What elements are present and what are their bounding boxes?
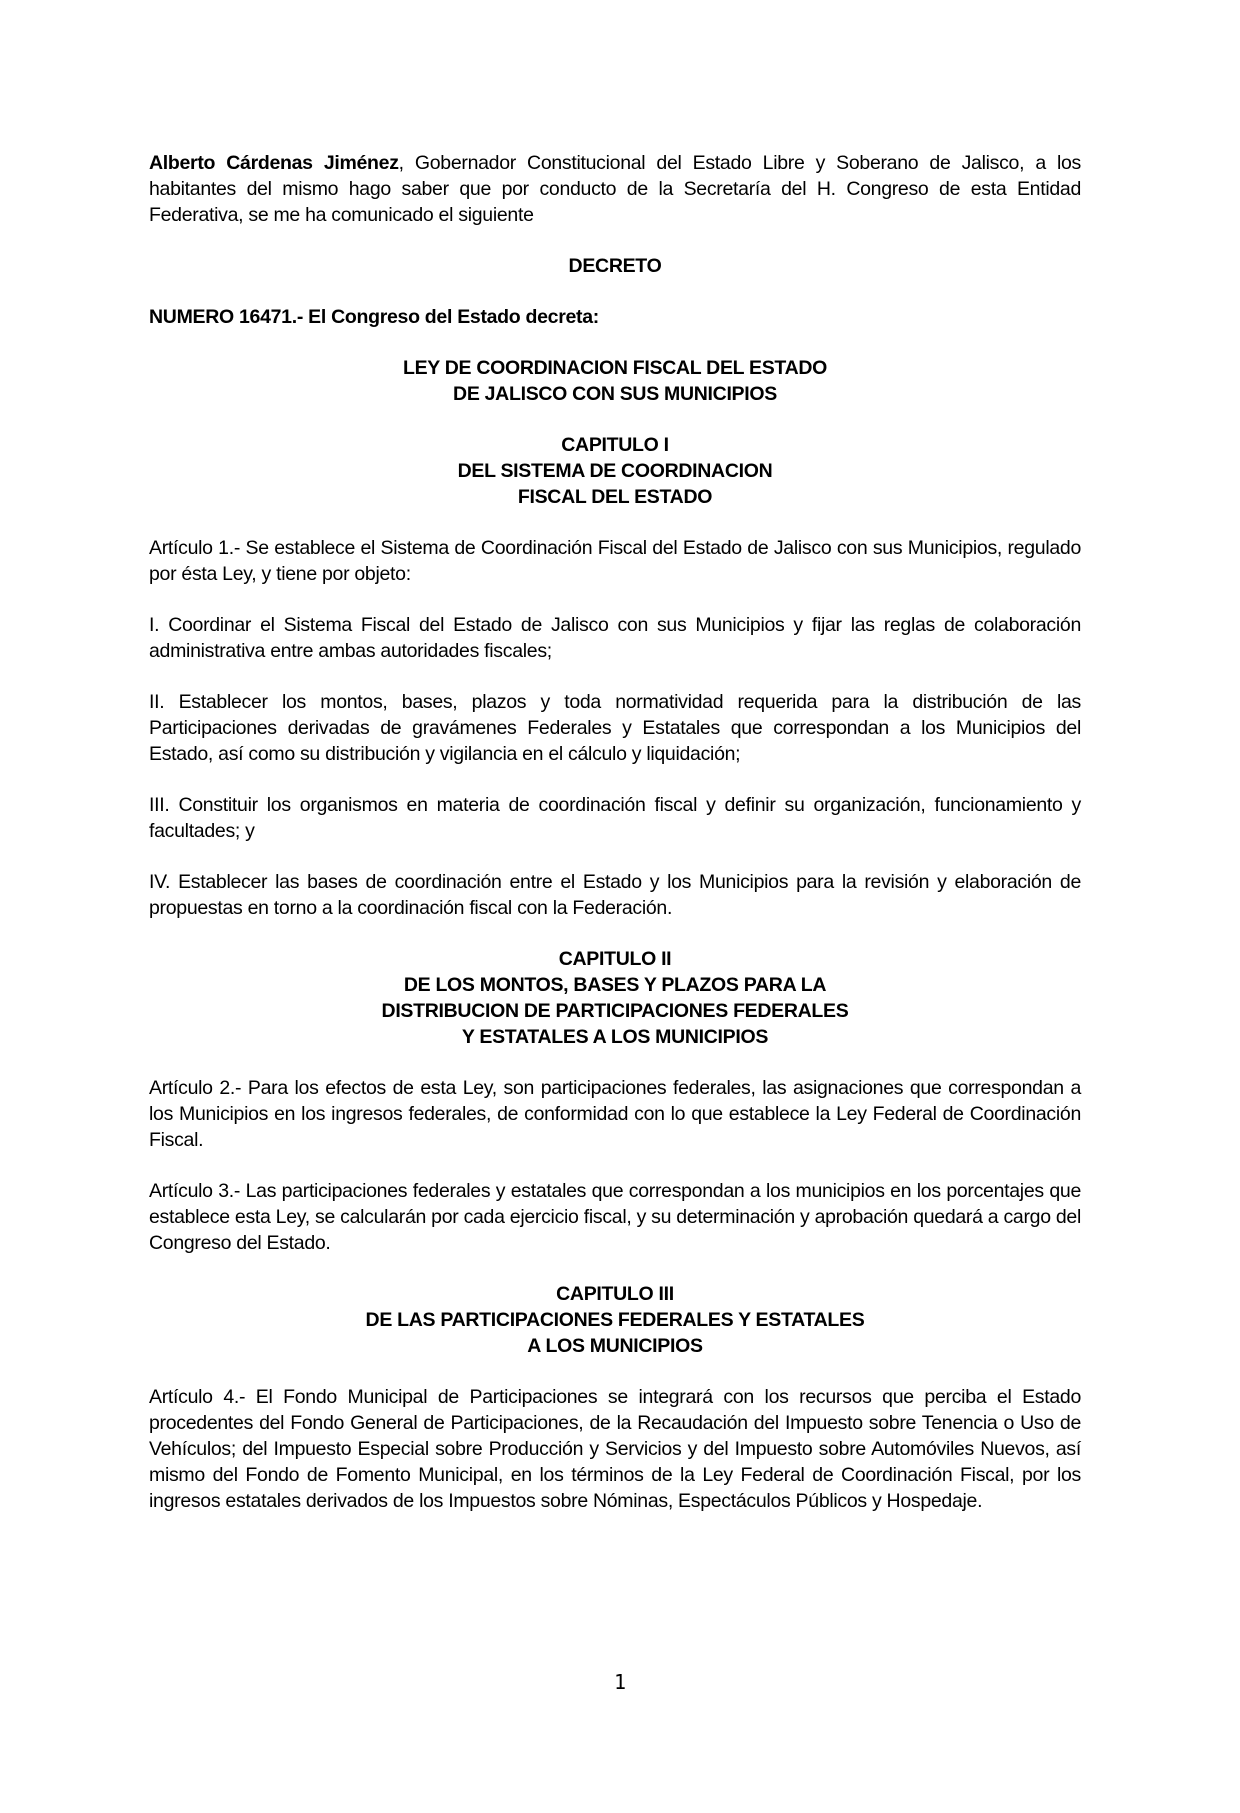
law-title-line-2: DE JALISCO CON SUS MUNICIPIOS bbox=[453, 383, 777, 405]
chapter-2-line-2: DE LOS MONTOS, BASES Y PLAZOS PARA LA bbox=[403, 974, 827, 996]
article-1: Artículo 1.- Se establece el Sistema de Coordinación Fiscal del Estado de Jalisco con sus Municipios, regulado por ésta Ley, y tiene por objeto: bbox=[149, 537, 1081, 585]
chapter-3-heading bbox=[149, 1281, 1081, 1359]
decreto-heading: DECRETO bbox=[568, 255, 662, 277]
article-4: Artículo 4.- El Fondo Municipal de Participaciones se integrará con los recursos que perciba el Estado procedentes del Fondo General de Participaciones, de la Recaudación del Impuesto sobre Tenencia o Uso de Vehículos; del Impuesto Especial sobre Producción y Servicios y del Impuesto sobre Automóviles Nuevos, así mismo del Fondo de Fomento Municipal, en los términos de la Ley Federal de Coordinación Fiscal, por los ingresos estatales derivados de los Impuestos sobre Nóminas, Espectáculos Públicos y Hospedaje. bbox=[149, 1386, 1081, 1512]
intro-paragraph bbox=[149, 150, 1081, 228]
chapter-1-heading bbox=[149, 432, 1081, 510]
chapter-1-line-1: CAPITULO I bbox=[561, 434, 669, 456]
chapter-3-line-1: CAPITULO III bbox=[556, 1283, 674, 1305]
fraction-iv: IV. Establecer las bases de coordinación entre el Estado y los Municipios para la revisión y elaboración de propuestas en torno a la coordinación fiscal con la Federación. bbox=[149, 871, 1081, 919]
governor-name: Alberto Cárdenas Jiménez bbox=[149, 152, 399, 174]
law-title-line-1: LEY DE COORDINACION FISCAL DEL ESTADO bbox=[402, 357, 828, 379]
chapter-3-line-2: DE LAS PARTICIPACIONES FEDERALES Y ESTATALES bbox=[365, 1309, 865, 1331]
chapter-1-line-3: FISCAL DEL ESTADO bbox=[517, 486, 713, 508]
chapter-2-line-4: Y ESTATALES A LOS MUNICIPIOS bbox=[461, 1026, 769, 1048]
intro-text: , Gobernador Constitucional del Estado Libre y Soberano de Jalisco, a los habitantes del mismo hago saber que por conducto de la Secretaría del H. Congreso de esta Entidad Federativa, se me ha comunicado el siguiente bbox=[149, 152, 1081, 226]
chapter-1-line-2: DEL SISTEMA DE COORDINACION bbox=[457, 460, 773, 482]
decree-number: NUMERO 16471.- El Congreso del Estado decreta: bbox=[149, 306, 599, 328]
fraction-iii: III. Constituir los organismos en materia de coordinación fiscal y definir su organización, funcionamiento y facultades; y bbox=[149, 794, 1081, 842]
chapter-2-heading bbox=[149, 946, 1081, 1050]
fraction-i: I. Coordinar el Sistema Fiscal del Estado de Jalisco con sus Municipios y fijar las reglas de colaboración administrativa entre ambas autoridades fiscales; bbox=[149, 614, 1081, 662]
fraction-ii: II. Establecer los montos, bases, plazos y toda normatividad requerida para la distribución de las Participaciones derivadas de gravámenes Federales y Estatales que correspondan a los Municipios del Estado, así como su distribución y vigilancia en el cálculo y liquidación; bbox=[149, 691, 1081, 765]
chapter-3-line-3: A LOS MUNICIPIOS bbox=[527, 1335, 703, 1357]
law-title bbox=[149, 355, 1081, 407]
page-number: 1 bbox=[613, 1670, 627, 1694]
article-2: Artículo 2.- Para los efectos de esta Ley, son participaciones federales, las asignaciones que correspondan a los Municipios en los ingresos federales, de conformidad con lo que establece la Ley Federal de Coordinación Fiscal. bbox=[149, 1077, 1081, 1151]
article-3: Artículo 3.- Las participaciones federales y estatales que correspondan a los municipios en los porcentajes que establece esta Ley, se calcularán por cada ejercicio fiscal, y su determinación y aprobación quedará a cargo del Congreso del Estado. bbox=[149, 1180, 1081, 1254]
page-content bbox=[149, 150, 1081, 1539]
chapter-2-line-3: DISTRIBUCION DE PARTICIPACIONES FEDERALES bbox=[381, 1000, 849, 1022]
chapter-2-line-1: CAPITULO II bbox=[558, 948, 672, 970]
